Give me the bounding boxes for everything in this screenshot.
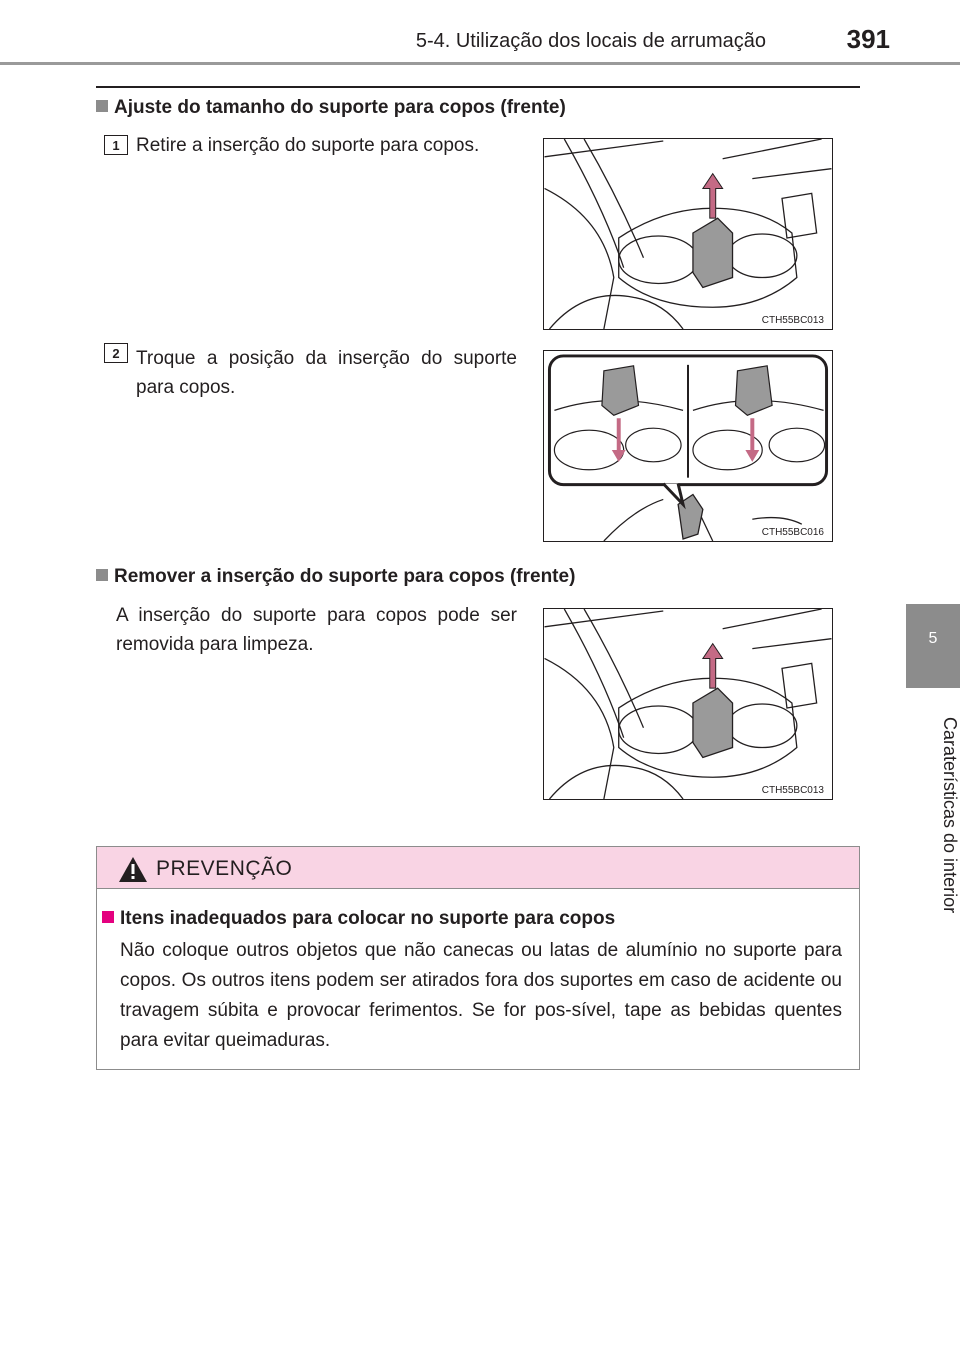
warning-subheading: Itens inadequados para colocar no suporte para copos [102, 908, 615, 930]
figure-swap-insert [543, 350, 833, 542]
section-heading-adjust: Ajuste do tamanho do suporte para copos (frente) [96, 97, 566, 119]
square-bullet-icon [96, 100, 108, 112]
cup-holder-illustration [544, 609, 832, 799]
section-heading-remove: Remover a inserção do suporte para copos (frente) [96, 566, 575, 588]
figure-code: CTH55BC013 [761, 315, 824, 326]
figure-code: CTH55BC016 [761, 527, 824, 538]
figure-remove-insert [543, 138, 833, 330]
figure-code: CTH55BC013 [761, 785, 824, 796]
warning-title: PREVENÇÃO [156, 857, 293, 880]
square-bullet-icon [96, 569, 108, 581]
step-2-text: Troque a posição da inserção do suporte para copos. [136, 348, 517, 398]
warning-text: Não coloque outros objetos que não canecas ou latas de alumínio no suporte para copos. Os outros itens podem ser atirados fora dos suportes em caso de acidente ou travagem súbita e provocar ferimentos. Se for pos-sível, tape as bebidas quentes para evitar queimaduras. [120, 940, 842, 1051]
content-rule [96, 86, 860, 88]
figure-remove-for-cleaning [543, 608, 833, 800]
header-divider [0, 62, 960, 65]
remove-text: A inserção do suporte para copos pode ser removida para limpeza. [116, 605, 517, 655]
section-title: 5-4. Utilização dos locais de arrumação [415, 30, 766, 52]
chapter-number: 5 [928, 630, 938, 647]
step-1-badge: 1 [104, 135, 128, 155]
square-bullet-icon [102, 911, 114, 923]
chapter-title: Caraterísticas do interior [940, 716, 960, 914]
page-number: 391 [846, 24, 890, 54]
warning-triangle-icon [118, 856, 148, 883]
step-2-badge: 2 [104, 343, 128, 363]
step-1-text: Retire a inserção do suporte para copos. [136, 135, 480, 156]
cup-holder-illustration [544, 139, 832, 329]
cup-holder-swap-illustration [544, 351, 832, 541]
